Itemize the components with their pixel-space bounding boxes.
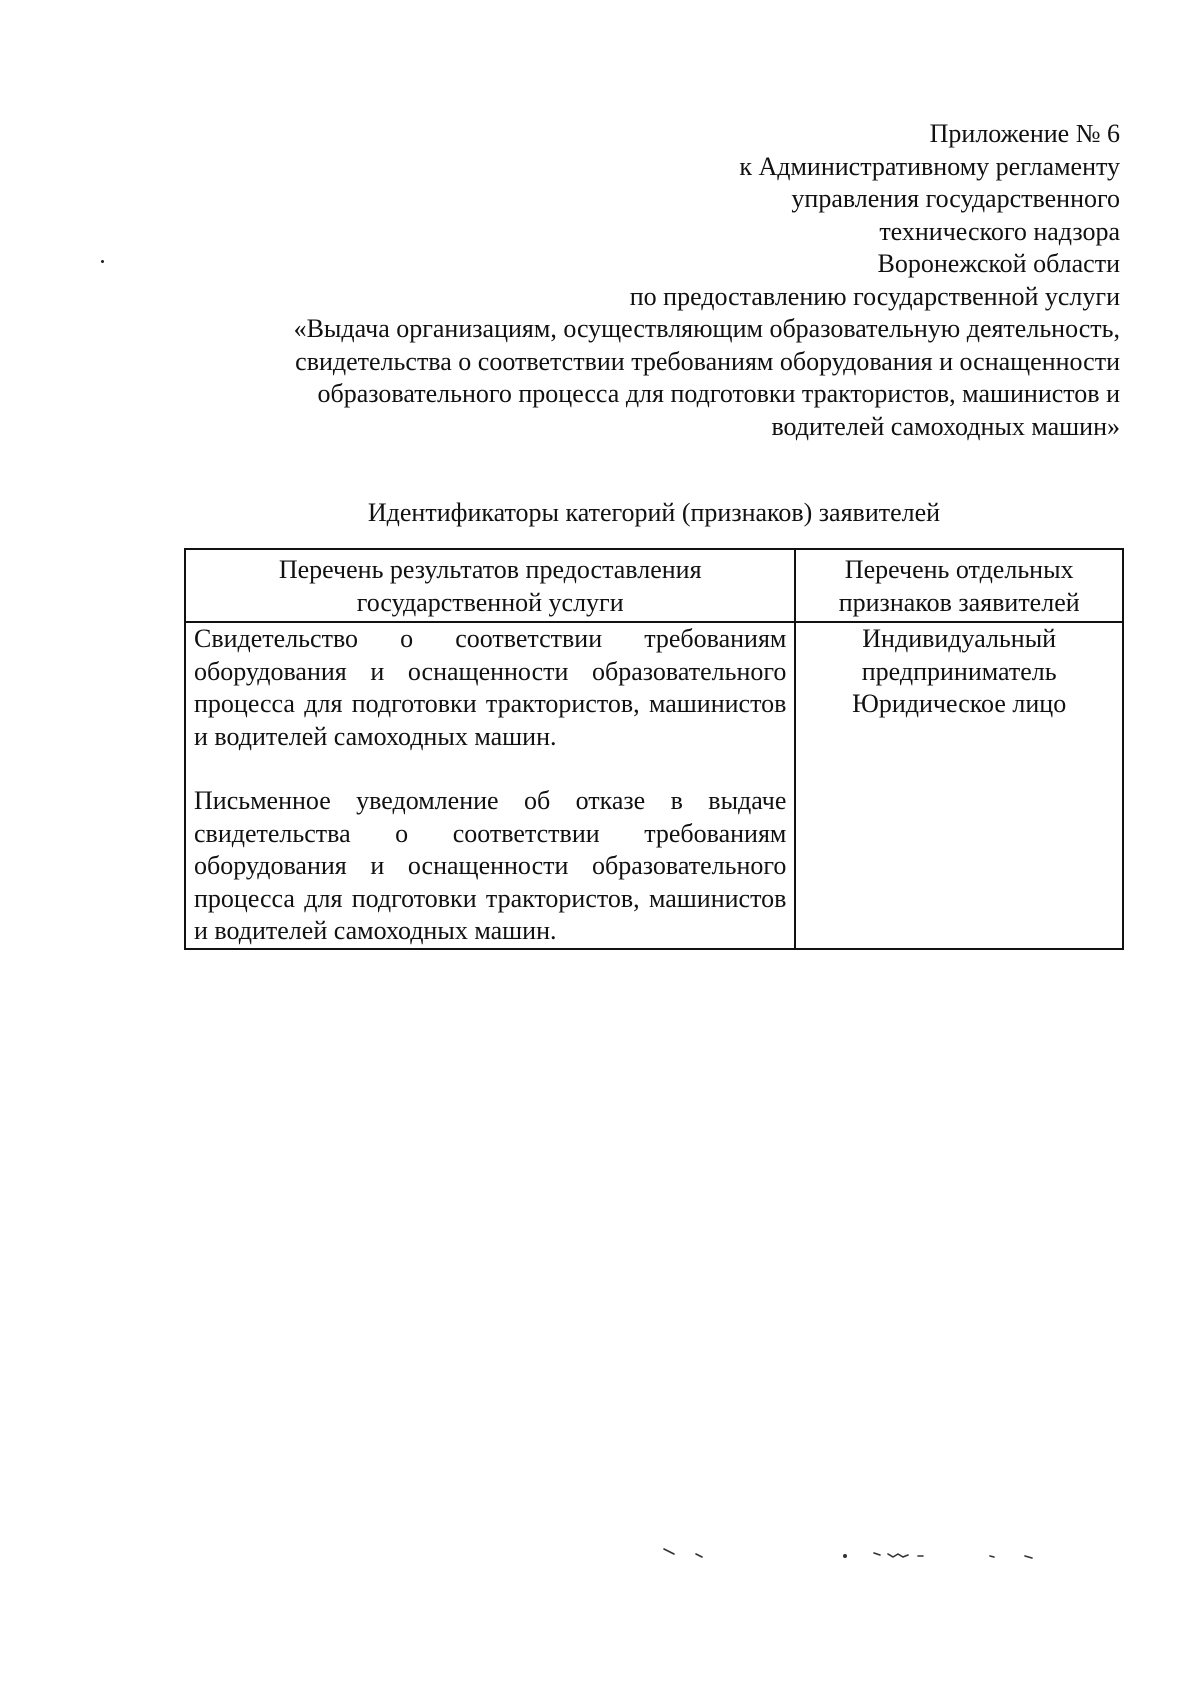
header-line: «Выдача организациям, осуществляющим образовательную деятельность, [293, 314, 1120, 343]
header-line: к Административному регламенту [739, 151, 1120, 181]
applicant-identifiers-table [184, 548, 1124, 950]
table-header-row [185, 549, 1123, 622]
header-line: по предоставлению государственной услуги [629, 281, 1120, 311]
table-title: Идентификаторы категорий (признаков) заявителей [367, 498, 941, 527]
scan-dot [101, 260, 104, 263]
signs-column-header: Перечень отдельных признаков заявителей [795, 549, 1123, 622]
signs-cell [795, 622, 1123, 949]
result-certificate: Свидетельство о соответствии требованиям оборудования и оснащенности образовательного процесса для подготовки трактористов, машинистов и водителей самоходных машин. [194, 624, 787, 751]
header-line: управления государственного [791, 184, 1120, 213]
sign-line: предприниматель [861, 656, 1057, 686]
appendix-number: Приложение № 6 [929, 119, 1120, 148]
results-cell [185, 622, 795, 949]
sign-line: Юридическое лицо [852, 689, 1067, 718]
header-line: технического надзора [879, 216, 1120, 246]
header-line: свидетельства о соответствии требованиям оборудования и оснащенности [295, 346, 1120, 376]
appendix-header [120, 118, 1120, 443]
scan-artifacts [660, 1545, 1060, 1565]
header-line: Воронежской области [877, 249, 1120, 278]
results-column-header: Перечень результатов предоставления государственной услуги [185, 549, 795, 622]
result-refusal-notice: Письменное уведомление об отказе в выдаче свидетельства о соответствии требованиям оборудования и оснащенности образовательного процесса для подготовки трактористов, машинистов и водителей самоходных машин. [194, 786, 787, 945]
table-row [185, 622, 1123, 949]
header-line: водителей самоходных машин» [771, 411, 1120, 441]
header-line: образовательного процесса для подготовки трактористов, машинистов и [317, 379, 1120, 408]
sign-line: Индивидуальный [862, 624, 1057, 653]
